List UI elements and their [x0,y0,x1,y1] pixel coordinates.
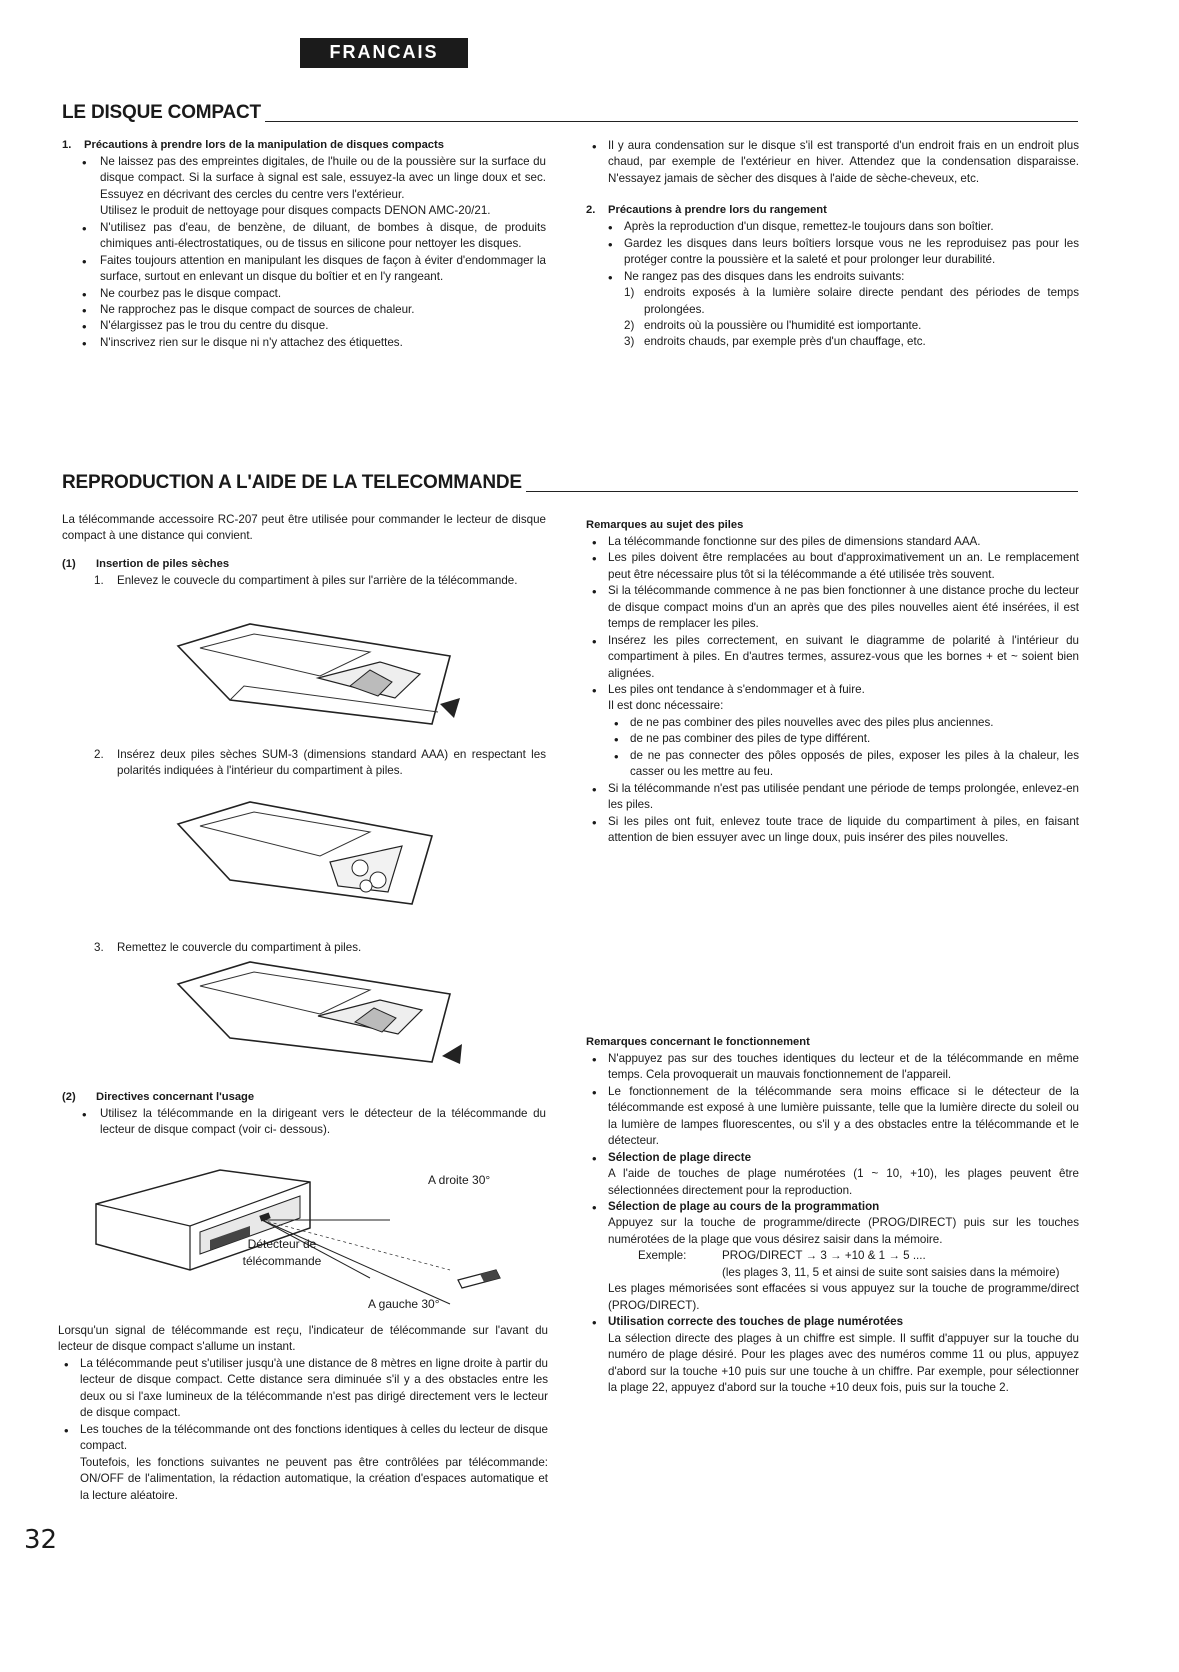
list-item: • Insérez les piles correctement, en suivant le diagramme de polarité à l'intérieur du compartiment à piles. En d'autres termes, assurez-vous que les bornes + et ~ soient bien alignées. [586,633,1079,682]
range-list [58,1356,548,1504]
list-item: • Le fonctionnement de la télécommande sera moins efficace si le détecteur de la télécommande est exposé à une lumière puissante, telle que la lumière directe du soleil ou la lumière de lampes fluorescentes, ou s'il y a des obstacles entre la télécommande et le détecteur. [586,1084,1079,1150]
storage-list [586,219,1079,351]
title-rule [265,121,1078,122]
list-item: • de ne pas connecter des pôles opposés de piles, exposer les piles à la chaleur, les casser ou les mettre au feu. [608,748,1079,781]
list-item: 2) endroits où la poussière ou l'humidité est iomportante. [624,318,922,332]
directives-list [62,1106,546,1139]
list-item: • Ne rapprochez pas le disque compact de sources de chaleur. [62,302,546,318]
list-item: • Si la télécommande commence à ne pas bien fonctionner à une distance proche du lecteur de disque compact moins d'un an après que des piles nouvelles aient été insérées, il est temps de remplacer les piles. [586,583,1079,632]
subsection-title: 1. Précautions à prendre lors de la manipulation de disques compacts [62,139,444,151]
section-title-text: LE DISQUE COMPACT [62,102,261,123]
step-3-block [62,940,546,956]
example-line: Exemple: PROG/DIRECT → 3 → +10 & 1 → 5 .... [638,1249,926,1263]
signal-text: Lorsqu'un signal de télécommande est reçu, l'indicateur de télécommande sur l'avant du lecteur de disque compact s'allume un instant. [58,1324,548,1354]
step-3: 3. Remettez le couvercle du compartiment à piles. [94,941,362,954]
label-detector: Détecteur de télécommande [242,1237,322,1269]
list-item: • Ne courbez pas le disque compact. [62,286,546,302]
section-title-text: REPRODUCTION A L'AIDE DE LA TELECOMMANDE [62,472,522,493]
list-item: 3) endroits chauds, par exemple près d'un chauffage, etc. [624,335,926,349]
precautions-manipulation [62,138,546,351]
piles-remarks [586,518,1079,847]
list-item: • Ne laissez pas des empreintes digitales, de l'huile ou de la poussière sur la surface du disque compact. Si la surface à signal est sale, essuyez-la avec un linge doux et sec. Essuyez en décrivant des cercles du centre vers l'extérieur. Utilisez le produit de nettoyage pour disques compacts DENON AMC-20/21. [62,154,546,220]
section-title-disque [62,100,1078,127]
subsection-title: 2. Précautions à prendre lors du rangement [586,204,827,217]
condensation-list [586,138,1079,187]
list-item: • La télécommande peut s'utiliser jusqu'à une distance de 8 mètres en ligne droite à partir du lecteur de disque compact. Cette distance sera diminuée s'il y a des obstacles entre les deux ou si l'axe lumineux de la télécommande n'est pas dirigé directement vers le lecteur de disque compact. [58,1356,548,1422]
list-item: • Les piles ont tendance à s'endommager et à fuire. Il est donc nécessaire: • de ne pas combiner des piles nouvelles avec des piles plus anciennes. • de ne pas combiner des piles de type différent. • de ne pas connecter des pôles opposés de piles, exposer les piles à la chaleur, les casser ou les mettre au feu. [586,682,1079,781]
list-item: • Il y aura condensation sur le disque s'il est transporté d'un endroit frais en un endroit plus chaud, par exemple de l'extérieur en hiver. Attendez que la condensation disparaisse. N'essayez jamais de sècher des disques à l'aide de sèche-cheveux, etc. [586,138,1079,187]
signal-and-range-block [58,1323,548,1504]
list-item: • Après la reproduction d'un disque, remettez-le toujours dans son boîtier. [602,219,1079,235]
intro-text: La télécommande accessoire RC-207 peut être utilisée pour commander le lecteur de disque compact à une distance qui convient. [62,513,546,543]
list-item: • de ne pas combiner des piles nouvelles avec des piles plus anciennes. [608,715,1079,731]
label-left-30: A gauche 30° [368,1297,440,1311]
subsection-title: Remarques concernant le fonctionnement [586,1036,810,1048]
list-item: • N'utilisez pas d'eau, de benzène, de diluant, de bombes à disque, de produits chimiques anti-électrostatiques, ou de tissus en silicone pour nettoyer les disques. [62,220,546,253]
piles-list [586,534,1079,847]
list-item: 1) endroits exposés à la lumière solaire directe pendant des périodes de temps prolongées. [624,286,1079,316]
step-2-block [62,747,546,780]
fonctionnement-remarks [586,1035,1079,1396]
intro-and-insertion [62,512,546,589]
title-rule [526,491,1078,492]
subsection-title: (1) Insertion de piles sèches [62,557,230,570]
section-title-telecommande [62,470,1078,497]
page-number: 32 [24,1525,58,1555]
list-item: • Utilisation correcte des touches de plage numérotées La sélection directe des plages à un chiffre est simple. Il suffit d'appuyer sur la touche du numéro de plage désiré. Pour les plages avec des numéros comme 11 ou plus, appuyez d'abord sur la touche +10 puis sur une touche à un chiffre. Par exemple, pour sélectionner la plage 22, appuyez d'abord sur la touche +10 deux fois, puis sur la touche 2. [586,1314,1079,1396]
example-note: (les plages 3, 11, 5 et ainsi de suite sont saisies dans la mémoire) [722,1265,1060,1279]
directives-block [62,1090,546,1139]
subsection-title: Remarques au sujet des piles [586,519,744,531]
list-item: • de ne pas combiner des piles de type différent. [608,731,1079,747]
fonctionnement-list [586,1051,1079,1397]
list-item: • N'inscrivez rien sur le disque ni n'y attachez des étiquettes. [62,335,546,351]
list-item: • N'appuyez pas sur des touches identiques du lecteur et de la télécommande en même temps. Cela provoquerait un mauvais fonctionnement de l'appareil. [586,1051,1079,1084]
condensation-and-storage [586,138,1079,351]
erase-text: Les plages mémorisées sont effacées si vous appuyez sur la touche de programme/direct (PROG/DIRECT). [608,1282,1079,1312]
remote-batteries-illustration [170,800,450,908]
label-right-30: A droite 30° [428,1173,491,1187]
remote-cover-closed-illustration [170,960,470,1070]
list-item: • Si les piles ont fuit, enlevez toute trace de liquide du compartiment à piles, en faisant attention de bien essuyer avec un linge doux, puis insérer des piles nouvelles. [586,814,1079,847]
piles-sub-list [608,715,1079,781]
list-item: • La télécommande fonctionne sur des piles de dimensions standard AAA. [586,534,1079,550]
language-tab-label: FRANCAIS [329,42,439,63]
list-item: • Les piles doivent être remplacées au bout d'approximativement un an. Le remplacement peut être nécessaire plus tôt si la télécommande a été utilisée très souvent. [586,550,1079,583]
step-2: 2. Insérez deux piles sèches SUM-3 (dimensions standard AAA) en respectant les polarités indiquées à l'intérieur du compartiment à piles. [94,748,546,778]
step-1: 1. Enlevez le couvecle du compartiment à piles sur l'arrière de la télécommande. [94,573,518,587]
remote-cover-open-illustration [170,622,470,730]
list-item: • Utilisez la télécommande en la dirigeant vers le détecteur de la télécommande du lecteur de disque compact (voir ci- dessous). [62,1106,546,1139]
subsection-title: (2) Directives concernant l'usage [62,1091,255,1103]
list-item: • Les touches de la télécommande ont des fonctions identiques à celles du lecteur de disque compact. Toutefois, les fonctions suivantes ne peuvent pas être contrôlées par télécommande: ON/OFF de l'alimentation, la rédaction automatique, la création d'espaces automatique et la lecture aléatoire. [58,1422,548,1504]
list-item: • Gardez les disques dans leurs boîtiers lorsque vous ne les reproduisez pas pour les protéger contre la poussière et la saleté et pour prolonger leur durabilité. [602,236,1079,269]
list-item: • Si la télécommande n'est pas utilisée pendant une période de temps prolongée, enlevez-en les piles. [586,781,1079,814]
manipulation-list [62,154,546,351]
places-list [624,285,1079,351]
language-tab [300,38,468,68]
list-item: • N'élargissez pas le trou du centre du disque. [62,318,546,334]
list-item: • Sélection de plage directe A l'aide de touches de plage numérotées (1 ~ 10, +10), les plages peuvent être sélectionnées directement pour la reproduction. [586,1150,1079,1199]
list-item: • Ne rangez pas des disques dans les endroits suivants: 1) endroits exposés à la lumière solaire directe pendant des périodes de temps prolongées. 2) endroits où la poussière ou l'humidité est iomportante. 3) endroits chauds, par exemple près d'un chauffage, etc. [602,269,1079,351]
list-item: • Faites toujours attention en manipulant les disques de façon à éviter d'endommager la surface, surtout en enlevant un disque du boîtier et en l'y rangeant. [62,253,546,286]
list-item: • Sélection de plage au cours de la programmation Appuyez sur la touche de programme/directe (PROG/DIRECT) puis sur les touches numérotées de la plage que vous désirez saisir dans la mémoire. Exemple: PROG/DIRECT → 3 → +10 & 1 → 5 .... (les plages 3, 11, 5 et ainsi de suite sont saisies dans la mémoire) Les plages mémorisées sont effacées si vous appuyez sur la touche de programme/direct (PROG/DIRECT). [586,1199,1079,1314]
